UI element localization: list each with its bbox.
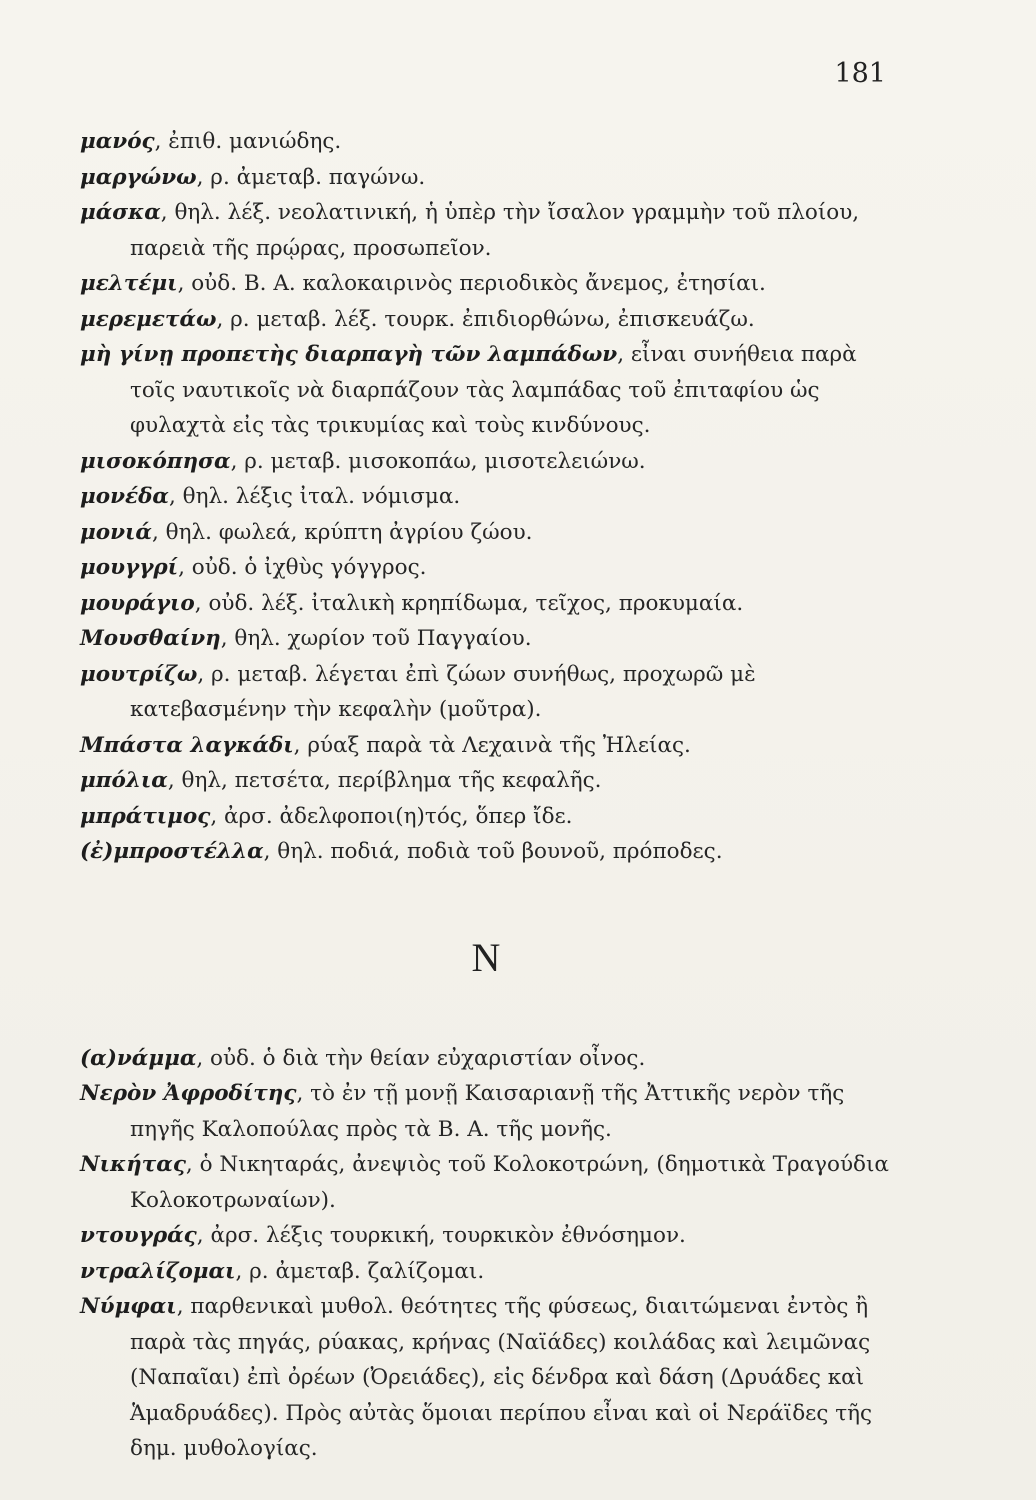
- dictionary-entry: [80, 728, 892, 764]
- entry-definition: , ρύαξ παρὰ τὰ Λεχαινὰ τῆς Ἠλείας.: [293, 732, 691, 758]
- dictionary-entry: [80, 1147, 892, 1218]
- entry-definition: , θηλ. λέξ. νεολατινική, ἡ ὑπὲρ τὴν ἴσαλον γραμμὴν τοῦ πλοίου, παρειὰ τῆς πρῴρας, προσωπεῖον.: [130, 200, 860, 261]
- entries-section-m: [80, 124, 892, 870]
- dictionary-entry: [80, 1254, 892, 1290]
- entry-definition: , οὐδ. ὁ ἰχθὺς γόγγρος.: [178, 555, 427, 580]
- entries-section-n: [80, 1041, 892, 1467]
- section-letter-heading: N: [471, 934, 501, 980]
- entry-headword: Μουσθαίνη: [80, 626, 221, 651]
- dictionary-entry: [80, 1218, 892, 1254]
- dictionary-entry: [80, 337, 892, 444]
- entry-headword: μονιά: [80, 519, 152, 545]
- entry-definition: , ρ. μεταβ. λέγεται ἐπὶ ζώων συνήθως, προχωρῶ μὲ κατεβασμένην τὴν κεφαλὴν (μοῦτρα).: [130, 661, 756, 722]
- entry-headword: Μπάστα λαγκάδι: [80, 732, 294, 758]
- dictionary-entry: [80, 621, 892, 657]
- entry-definition: , θηλ. χωρίον τοῦ Παγγαίου.: [220, 626, 532, 651]
- entry-definition: , εἶναι συνήθεια παρὰ τοῖς ναυτικοῖς νὰ διαρπάζουν τὰς λαμπάδας τοῦ ἐπιταφίου ὡς φυλαχτὰ εἰς τὰς τρικυμίας καὶ τοὺς κινδύνους.: [130, 342, 857, 438]
- entry-headword: μερεμετάω: [80, 306, 217, 332]
- entry-definition: , οὐδ. λέξ. ἰταλικὴ κρηπίδωμα, τεῖχος, προκυμαία.: [194, 590, 744, 616]
- entry-definition: , θηλ. φωλεά, κρύπτη ἀγρίου ζώου.: [151, 519, 533, 545]
- entry-headword: Νερὸν Ἀφροδίτης: [80, 1081, 297, 1106]
- dictionary-entry: [80, 160, 892, 196]
- dictionary-entry: [80, 586, 892, 622]
- entry-headword: μάσκα: [80, 200, 161, 225]
- page-number: 181: [834, 58, 886, 89]
- entry-headword: (α)νάμμα: [80, 1045, 197, 1071]
- entry-headword: μουτρίζω: [80, 661, 198, 687]
- dictionary-entry: [80, 515, 892, 551]
- dictionary-entry: [80, 1289, 892, 1467]
- dictionary-entry: [80, 124, 892, 160]
- entry-definition: , ρ. μεταβ. μισοκοπάω, μισοτελειώνω.: [230, 448, 646, 474]
- entry-headword: μανός: [80, 129, 155, 154]
- entry-definition: , θηλ. λέξις ἰταλ. νόμισμα.: [168, 484, 461, 509]
- entry-definition: , ἐπιθ. μανιώδης.: [154, 129, 342, 154]
- entries-list: [80, 124, 892, 1467]
- dictionary-entry: [80, 1041, 892, 1077]
- entry-headword: Νύμφαι: [80, 1294, 177, 1319]
- entry-headword: (ἐ)μπροστέλλα: [80, 839, 264, 864]
- entry-headword: μονέδα: [80, 484, 169, 509]
- dictionary-entry: [80, 763, 892, 799]
- entry-definition: , ρ. ἀμεταβ. ζαλίζομαι.: [235, 1258, 485, 1284]
- entry-definition: , τὸ ἐν τῇ μονῇ Καισαριανῇ τῆς Ἀττικῆς νερὸν τῆς πηγῆς Καλοπούλας πρὸς τὰ Β. Α. τῆς μονῆς.: [130, 1081, 845, 1142]
- entry-headword: μὴ γίνῃ προπετὴς διαρπαγὴ τῶν λαμπάδων: [80, 342, 618, 367]
- entry-headword: μπόλια: [80, 768, 168, 793]
- entry-headword: Νικήτας: [80, 1152, 186, 1177]
- dictionary-entry: [80, 550, 892, 586]
- entry-definition: , θηλ. ποδιά, ποδιὰ τοῦ βουνοῦ, πρόποδες.: [263, 839, 723, 864]
- entry-definition: , ὁ Νικηταράς, ἀνεψιὸς τοῦ Κολοκοτρώνη, (δημοτικὰ Τραγούδια Κολοκοτρωναίων).: [130, 1152, 889, 1213]
- entry-headword: μουράγιο: [80, 590, 195, 616]
- dictionary-entry: [80, 1076, 892, 1147]
- entry-definition: , ρ. ἀμεταβ. παγώνω.: [196, 164, 426, 190]
- dictionary-entry: [80, 302, 892, 338]
- entry-headword: ντραλίζομαι: [80, 1258, 236, 1284]
- entry-headword: ντουγράς: [80, 1223, 197, 1248]
- dictionary-entry: [80, 444, 892, 480]
- entry-definition: , οὐδ. ὁ διὰ τὴν θείαν εὐχαριστίαν οἶνος.: [196, 1045, 646, 1071]
- entry-definition: , ἀρσ. ἀδελφοποι(η)τός, ὅπερ ἴδε.: [210, 803, 573, 829]
- entry-headword: μουγγρί: [80, 555, 179, 580]
- entry-definition: , παρθενικαὶ μυθολ. θεότητες τῆς φύσεως, διαιτώμεναι ἐντὸς ἢ παρὰ τὰς πηγάς, ρύακας, κρήνας (Ναϊάδες) κοιλάδας καὶ λειμῶνας (Ναπαῖαι) ἐπὶ ὀρέων (Ὀρειάδες), εἰς δένδρα καὶ δάση (Δρυάδες καὶ Ἁμαδρυάδες). Πρὸς αὐτὰς ὅμοιαι περίπου εἶναι καὶ οἱ Νεράϊδες τῆς δημ. μυθολογίας.: [130, 1294, 873, 1461]
- entry-definition: , ἀρσ. λέξις τουρκική, τουρκικὸν ἐθνόσημον.: [196, 1223, 686, 1248]
- entry-definition: , ρ. μεταβ. λέξ. τουρκ. ἐπιδιορθώνω, ἐπισκευάζω.: [216, 306, 755, 332]
- entry-definition: , οὐδ. Β. Α. καλοκαιρινὸς περιοδικὸς ἄνεμος, ἐτησίαι.: [177, 271, 766, 296]
- dictionary-entry: [80, 266, 892, 302]
- dictionary-entry: [80, 195, 892, 266]
- dictionary-entry: [80, 799, 892, 835]
- dictionary-entry: [80, 657, 892, 728]
- entry-headword: μαργώνω: [80, 164, 197, 190]
- entry-headword: μισοκόπησα: [80, 448, 231, 474]
- dictionary-entry: [80, 834, 892, 870]
- entry-definition: , θηλ, πετσέτα, περίβλημα τῆς κεφαλῆς.: [167, 768, 602, 793]
- entry-headword: μελτέμι: [80, 271, 178, 296]
- dictionary-entry: [80, 479, 892, 515]
- entry-headword: μπράτιμος: [80, 803, 211, 829]
